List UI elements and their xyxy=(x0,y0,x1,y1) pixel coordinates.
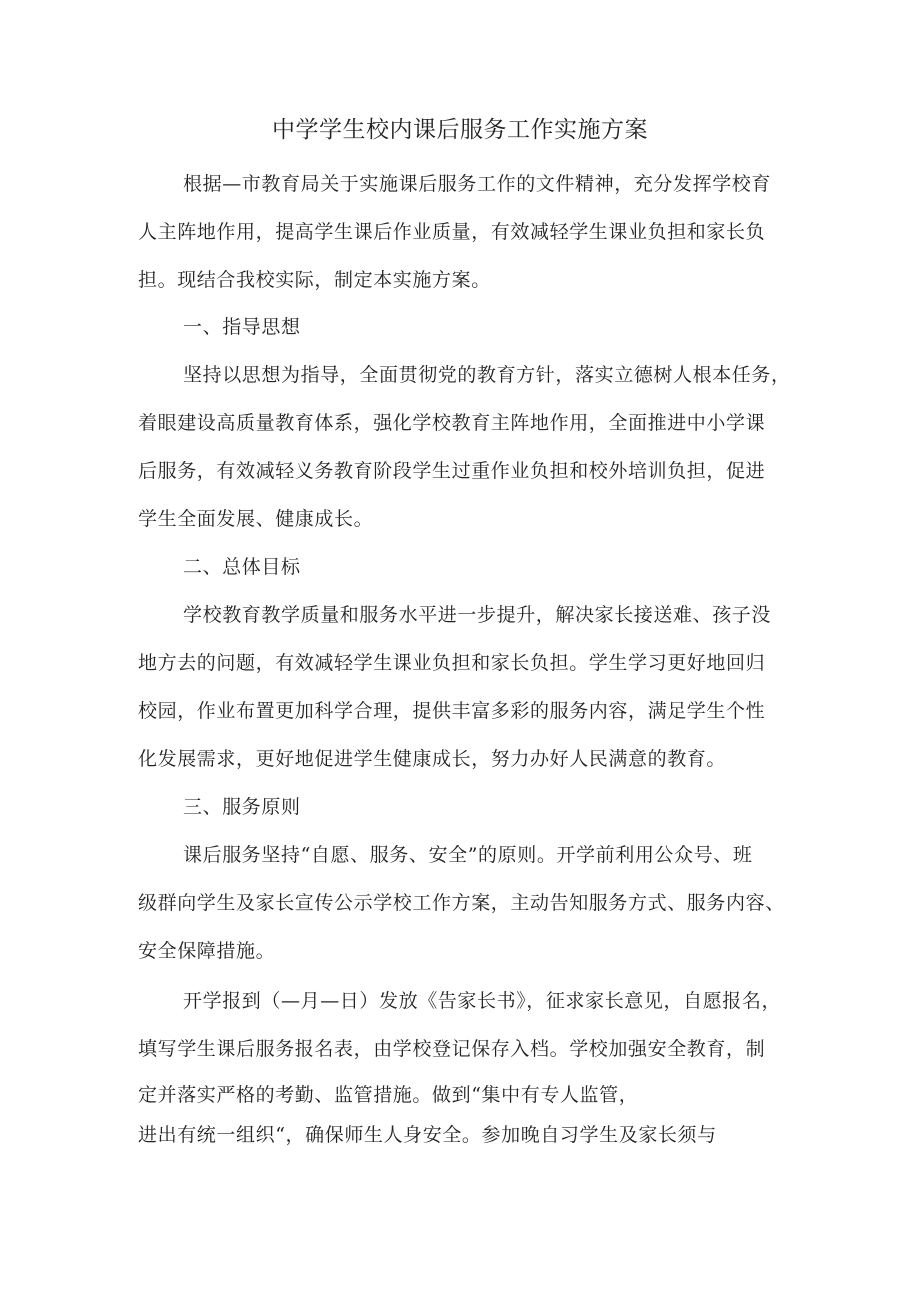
paragraph-line: 坚持以思想为指导，全面贯彻党的教育方针，落实立德树人根本任务， xyxy=(183,364,791,386)
paragraph-line: 化发展需求，更好地促进学生健康成长，努力办好人民满意的教育。 xyxy=(138,748,727,770)
paragraph-line: 校园，作业布置更加科学合理，提供丰富多彩的服务内容，满足学生个性 xyxy=(138,700,766,722)
paragraph-line: 学生全面发展、健康成长。 xyxy=(138,508,374,530)
paragraph-line: 地方去的问题，有效减轻学生课业负担和家长负担。学生学习更好地回归 xyxy=(138,652,766,674)
document-title: 中学学生校内课后服务工作实施方案 xyxy=(272,117,648,143)
paragraph-line: 着眼建设高质量教育体系，强化学校教育主阵地作用，全面推进中小学课 xyxy=(138,412,766,434)
paragraph-line: 开学报到（—月—日）发放《告家长书》，征求家长意见，自愿报名， xyxy=(183,990,782,1012)
section-heading: 二、总体目标 xyxy=(183,556,301,578)
paragraph-line: 级群向学生及家长宣传公示学校工作方案，主动告知服务方式、服务内容、 xyxy=(138,892,785,914)
section-heading: 一、指导思想 xyxy=(183,316,301,338)
paragraph-line: 进出有统一组织“，确保师生人身安全。参加晚自习学生及家长须与 xyxy=(138,1124,717,1146)
paragraph-line: 担。现结合我校实际，制定本实施方案。 xyxy=(138,269,491,291)
paragraph-line: 定并落实严格的考勤、监管措施。做到“集中有专人监管， xyxy=(138,1084,639,1106)
paragraph-line: 安全保障措施。 xyxy=(138,940,276,962)
section-heading: 三、服务原则 xyxy=(183,796,301,818)
paragraph-line: 课后服务坚持“自愿、服务、安全”的原则。开学前利用公众号、班 xyxy=(183,844,753,866)
paragraph-line: 人主阵地作用，提高学生课后作业质量，有效减轻学生课业负担和家长负 xyxy=(138,221,766,243)
paragraph-line: 后服务，有效减轻义务教育阶段学生过重作业负担和校外培训负担，促进 xyxy=(138,460,766,482)
paragraph-line: 根据—市教育局关于实施课后服务工作的文件精神，充分发挥学校育 xyxy=(183,173,772,195)
paragraph-line: 学校教育教学质量和服务水平进一步提升，解决家长接送难、孩子没 xyxy=(183,604,772,626)
paragraph-line: 填写学生课后服务报名表，由学校登记保存入档。学校加强安全教育，制 xyxy=(138,1038,766,1060)
